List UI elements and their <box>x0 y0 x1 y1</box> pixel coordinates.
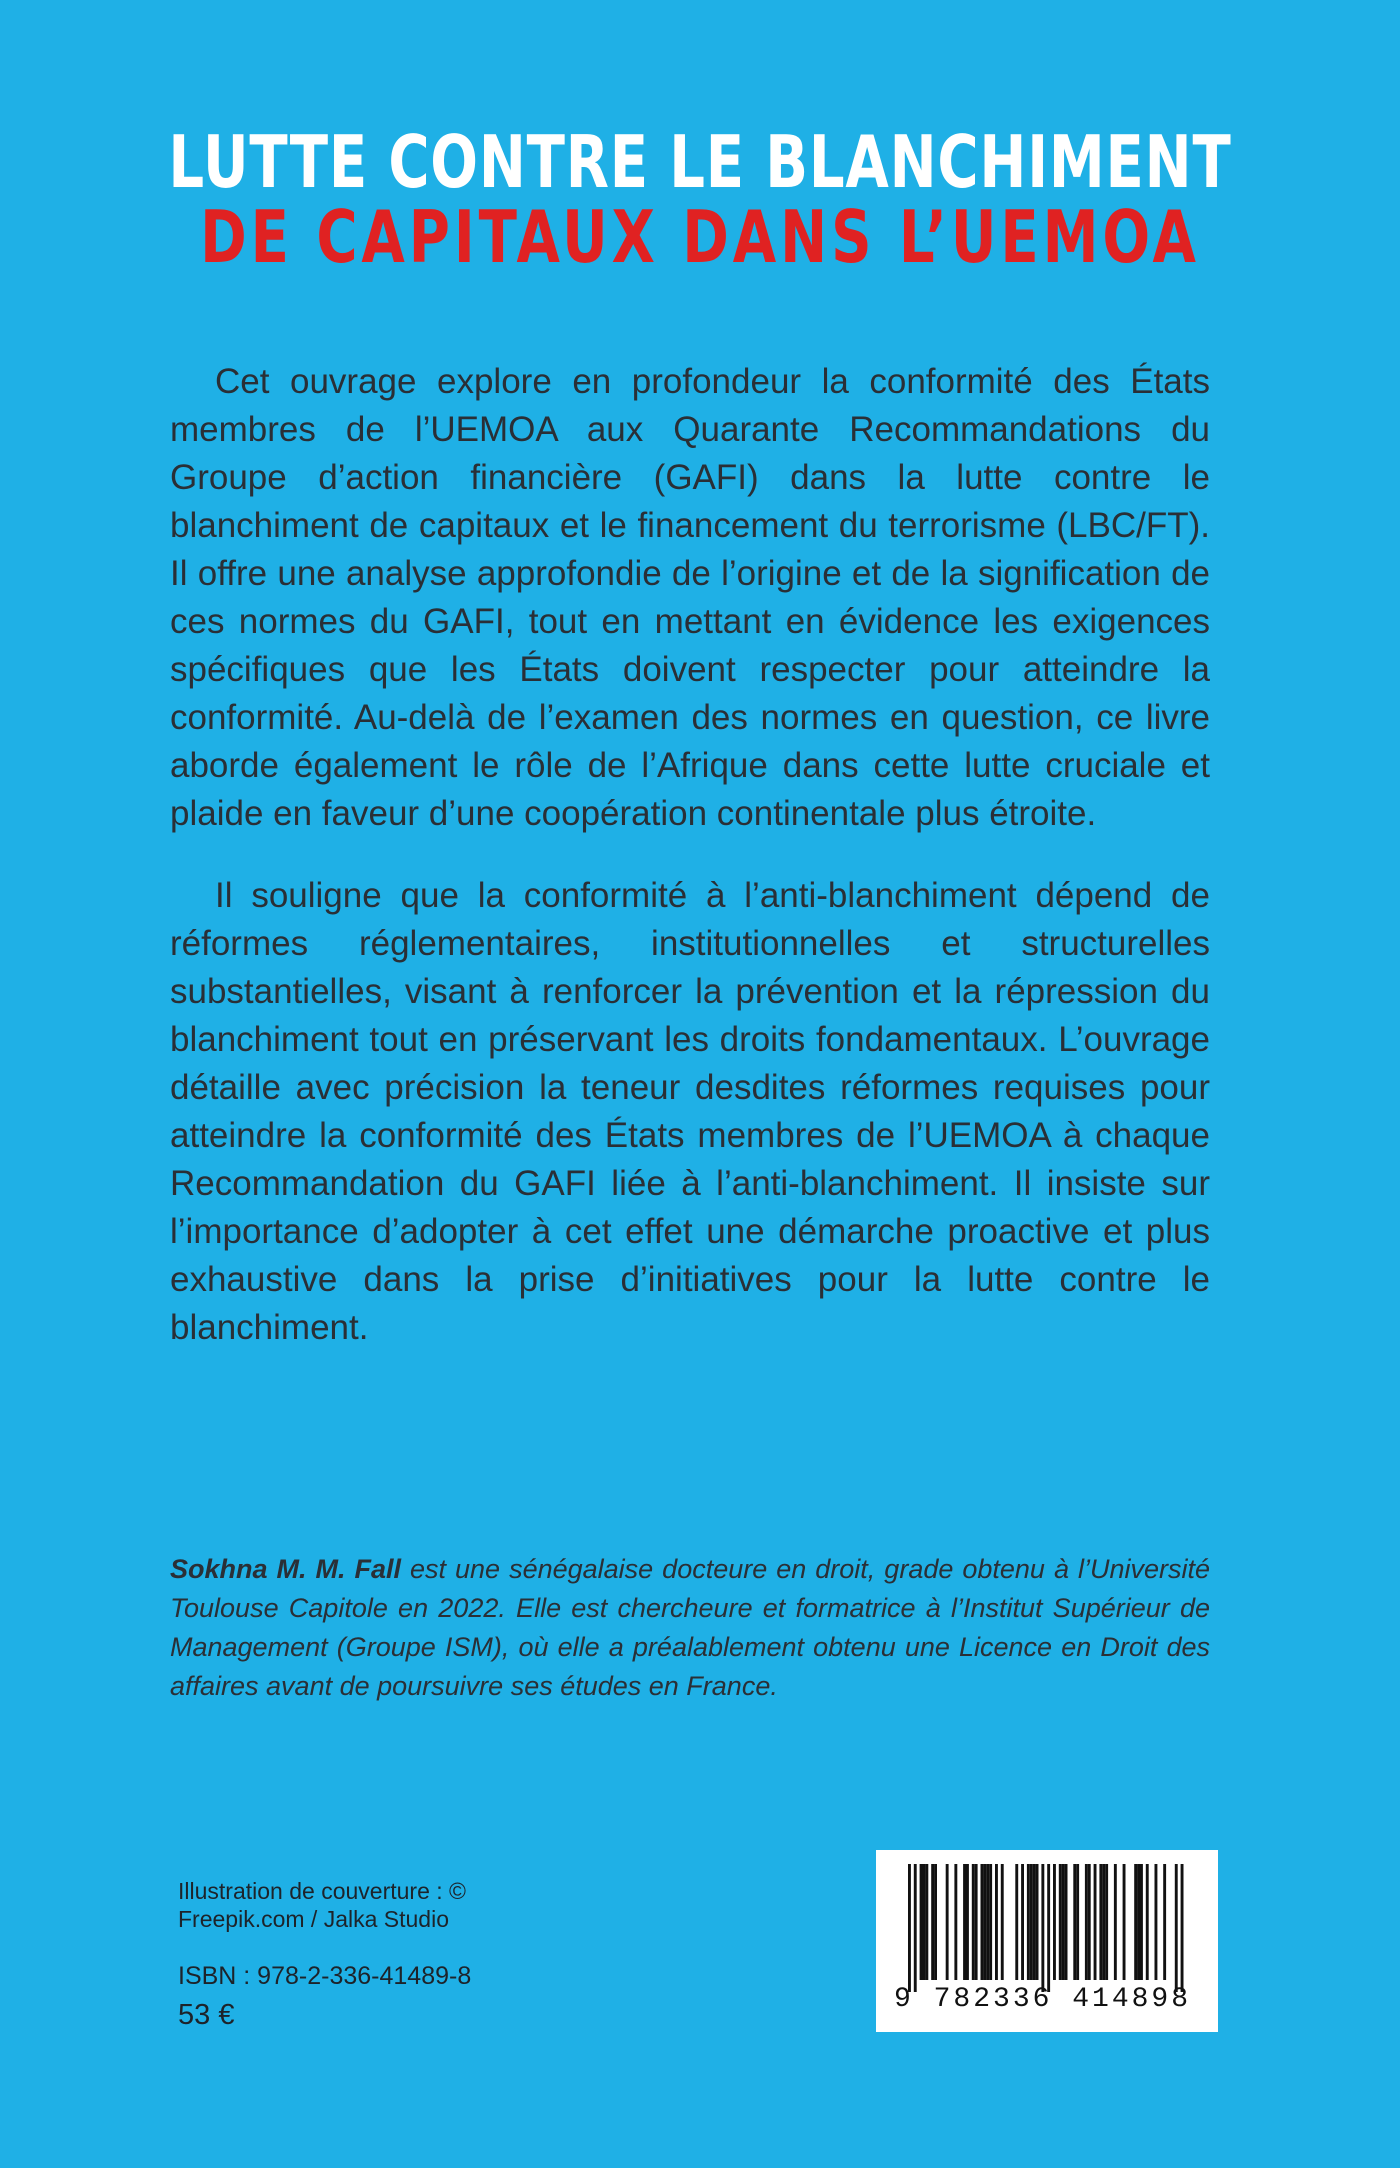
barcode-digits: 9 782336 414898 <box>894 1984 1192 2015</box>
barcode-bar <box>1073 1864 1076 1980</box>
barcode-bar <box>931 1864 934 1980</box>
barcode-bar <box>1015 1864 1018 1980</box>
barcode-bar <box>1047 1864 1050 1992</box>
barcode-bar <box>1041 1864 1044 1992</box>
barcode-bar <box>1140 1864 1143 1980</box>
barcode-bar <box>1030 1864 1033 1980</box>
barcode-bar <box>1065 1864 1068 1980</box>
barcode-bar <box>946 1864 949 1980</box>
barcode-bar <box>925 1864 928 1980</box>
barcode-bar <box>1027 1864 1030 1980</box>
author-name: Sokhna M. M. Fall <box>170 1554 402 1584</box>
credits-line-1: Illustration de couverture : © <box>178 1878 466 1904</box>
barcode-bar <box>1076 1864 1079 1980</box>
barcode-bar <box>914 1864 917 1992</box>
barcode-bar <box>1105 1864 1108 1980</box>
barcode <box>876 1850 1218 2032</box>
barcode-bar <box>966 1864 969 1980</box>
barcode-bar <box>920 1864 923 1980</box>
barcode-bar <box>954 1864 957 1980</box>
barcode-bar <box>981 1864 984 1980</box>
barcode-bar <box>972 1864 975 1980</box>
barcode-bar <box>1114 1864 1117 1980</box>
barcode-bar <box>1123 1864 1126 1980</box>
title-line-2: DE CAPITAUX DANS L’UEMOA <box>200 195 1200 279</box>
barcode-bar <box>1001 1864 1004 1980</box>
barcode-bar <box>995 1864 998 1980</box>
barcode-bar <box>1137 1864 1140 1980</box>
barcode-bar <box>1175 1864 1178 1992</box>
title-line-1: LUTTE CONTRE LE BLANCHIMENT <box>168 120 1232 204</box>
barcode-bar <box>1085 1864 1088 1980</box>
barcode-bar <box>1033 1864 1036 1980</box>
barcode-bar <box>1146 1864 1149 1980</box>
barcode-bar <box>1102 1864 1105 1980</box>
isbn: ISBN : 978-2-336-41489-8 <box>178 1962 472 1990</box>
barcode-bar <box>1088 1864 1091 1980</box>
author-bio-text: est une sénégalaise docteure en droit, grade obtenu à l’Université Toulouse Capitole en 2022. Elle est chercheure et formatrice à l’Institut Supérieur de Management (Groupe ISM), où elle a préalablement obtenu une Licence en Droit des affaires avant de poursuivre ses études en France. <box>170 1554 1210 1701</box>
barcode-bar <box>986 1864 989 1980</box>
barcode-bar <box>1163 1864 1166 1980</box>
credits-line-2: Freepik.com / Jalka Studio <box>178 1906 450 1932</box>
barcode-bar <box>1036 1864 1039 1980</box>
author-bio <box>170 1550 1210 1706</box>
barcode-bar <box>908 1864 911 1992</box>
barcode-bar <box>1053 1864 1056 1980</box>
barcode-bar <box>1094 1864 1097 1980</box>
barcode-bar <box>1062 1864 1065 1980</box>
barcode-bar <box>975 1864 978 1980</box>
barcode-bar <box>989 1864 992 1980</box>
summary-text <box>170 358 1210 1386</box>
summary-paragraph-1: Cet ouvrage explore en profondeur la conformité des États membres de l’UEMOA aux Quarante Recommandations du Groupe d’action financière (GAFI) dans la lutte contre le blanchiment de capitaux et le financement du terrorisme (LBC/FT). Il offre une analyse approfondie de l’origine et de la signification de ces normes du GAFI, tout en mettant en évidence les exigences spécifiques que les États doivent respecter pour atteindre la conformité. Au-delà de l’examen des normes en question, ce livre aborde également le rôle de l’Afrique dans cette lutte cruciale et plaide en faveur d’une coopération continentale plus étroite. <box>170 362 1210 833</box>
barcode-bar <box>983 1864 986 1980</box>
barcode-bar <box>963 1864 966 1980</box>
barcode-bar <box>1134 1864 1137 1980</box>
barcode-bar <box>1059 1864 1062 1980</box>
barcode-bar <box>1021 1864 1024 1980</box>
price: 53 € <box>178 1999 235 2031</box>
summary-paragraph-2: Il souligne que la conformité à l’anti-blanchiment dépend de réformes réglementaires, institutionnelles et structurelles substantielles, visant à renforcer la prévention et la répression du blanchiment tout en préservant les droits fondamentaux. L’ouvrage détaille avec précision la teneur desdites réformes requises pour atteindre la conformité des États membres de l’UEMOA à chaque Recommandation du GAFI liée à l’anti-blanchiment. Il insiste sur l’importance d’adopter à cet effet une démarche proactive et plus exhaustive dans la prise d’initiatives pour la lutte contre le blanchiment. <box>170 876 1210 1347</box>
barcode-bar <box>1155 1864 1158 1980</box>
cover-credits <box>178 1877 466 1933</box>
barcode-bar <box>923 1864 926 1980</box>
barcode-bar <box>1099 1864 1102 1980</box>
barcode-bar <box>1181 1864 1184 1992</box>
barcode-bar <box>934 1864 937 1980</box>
